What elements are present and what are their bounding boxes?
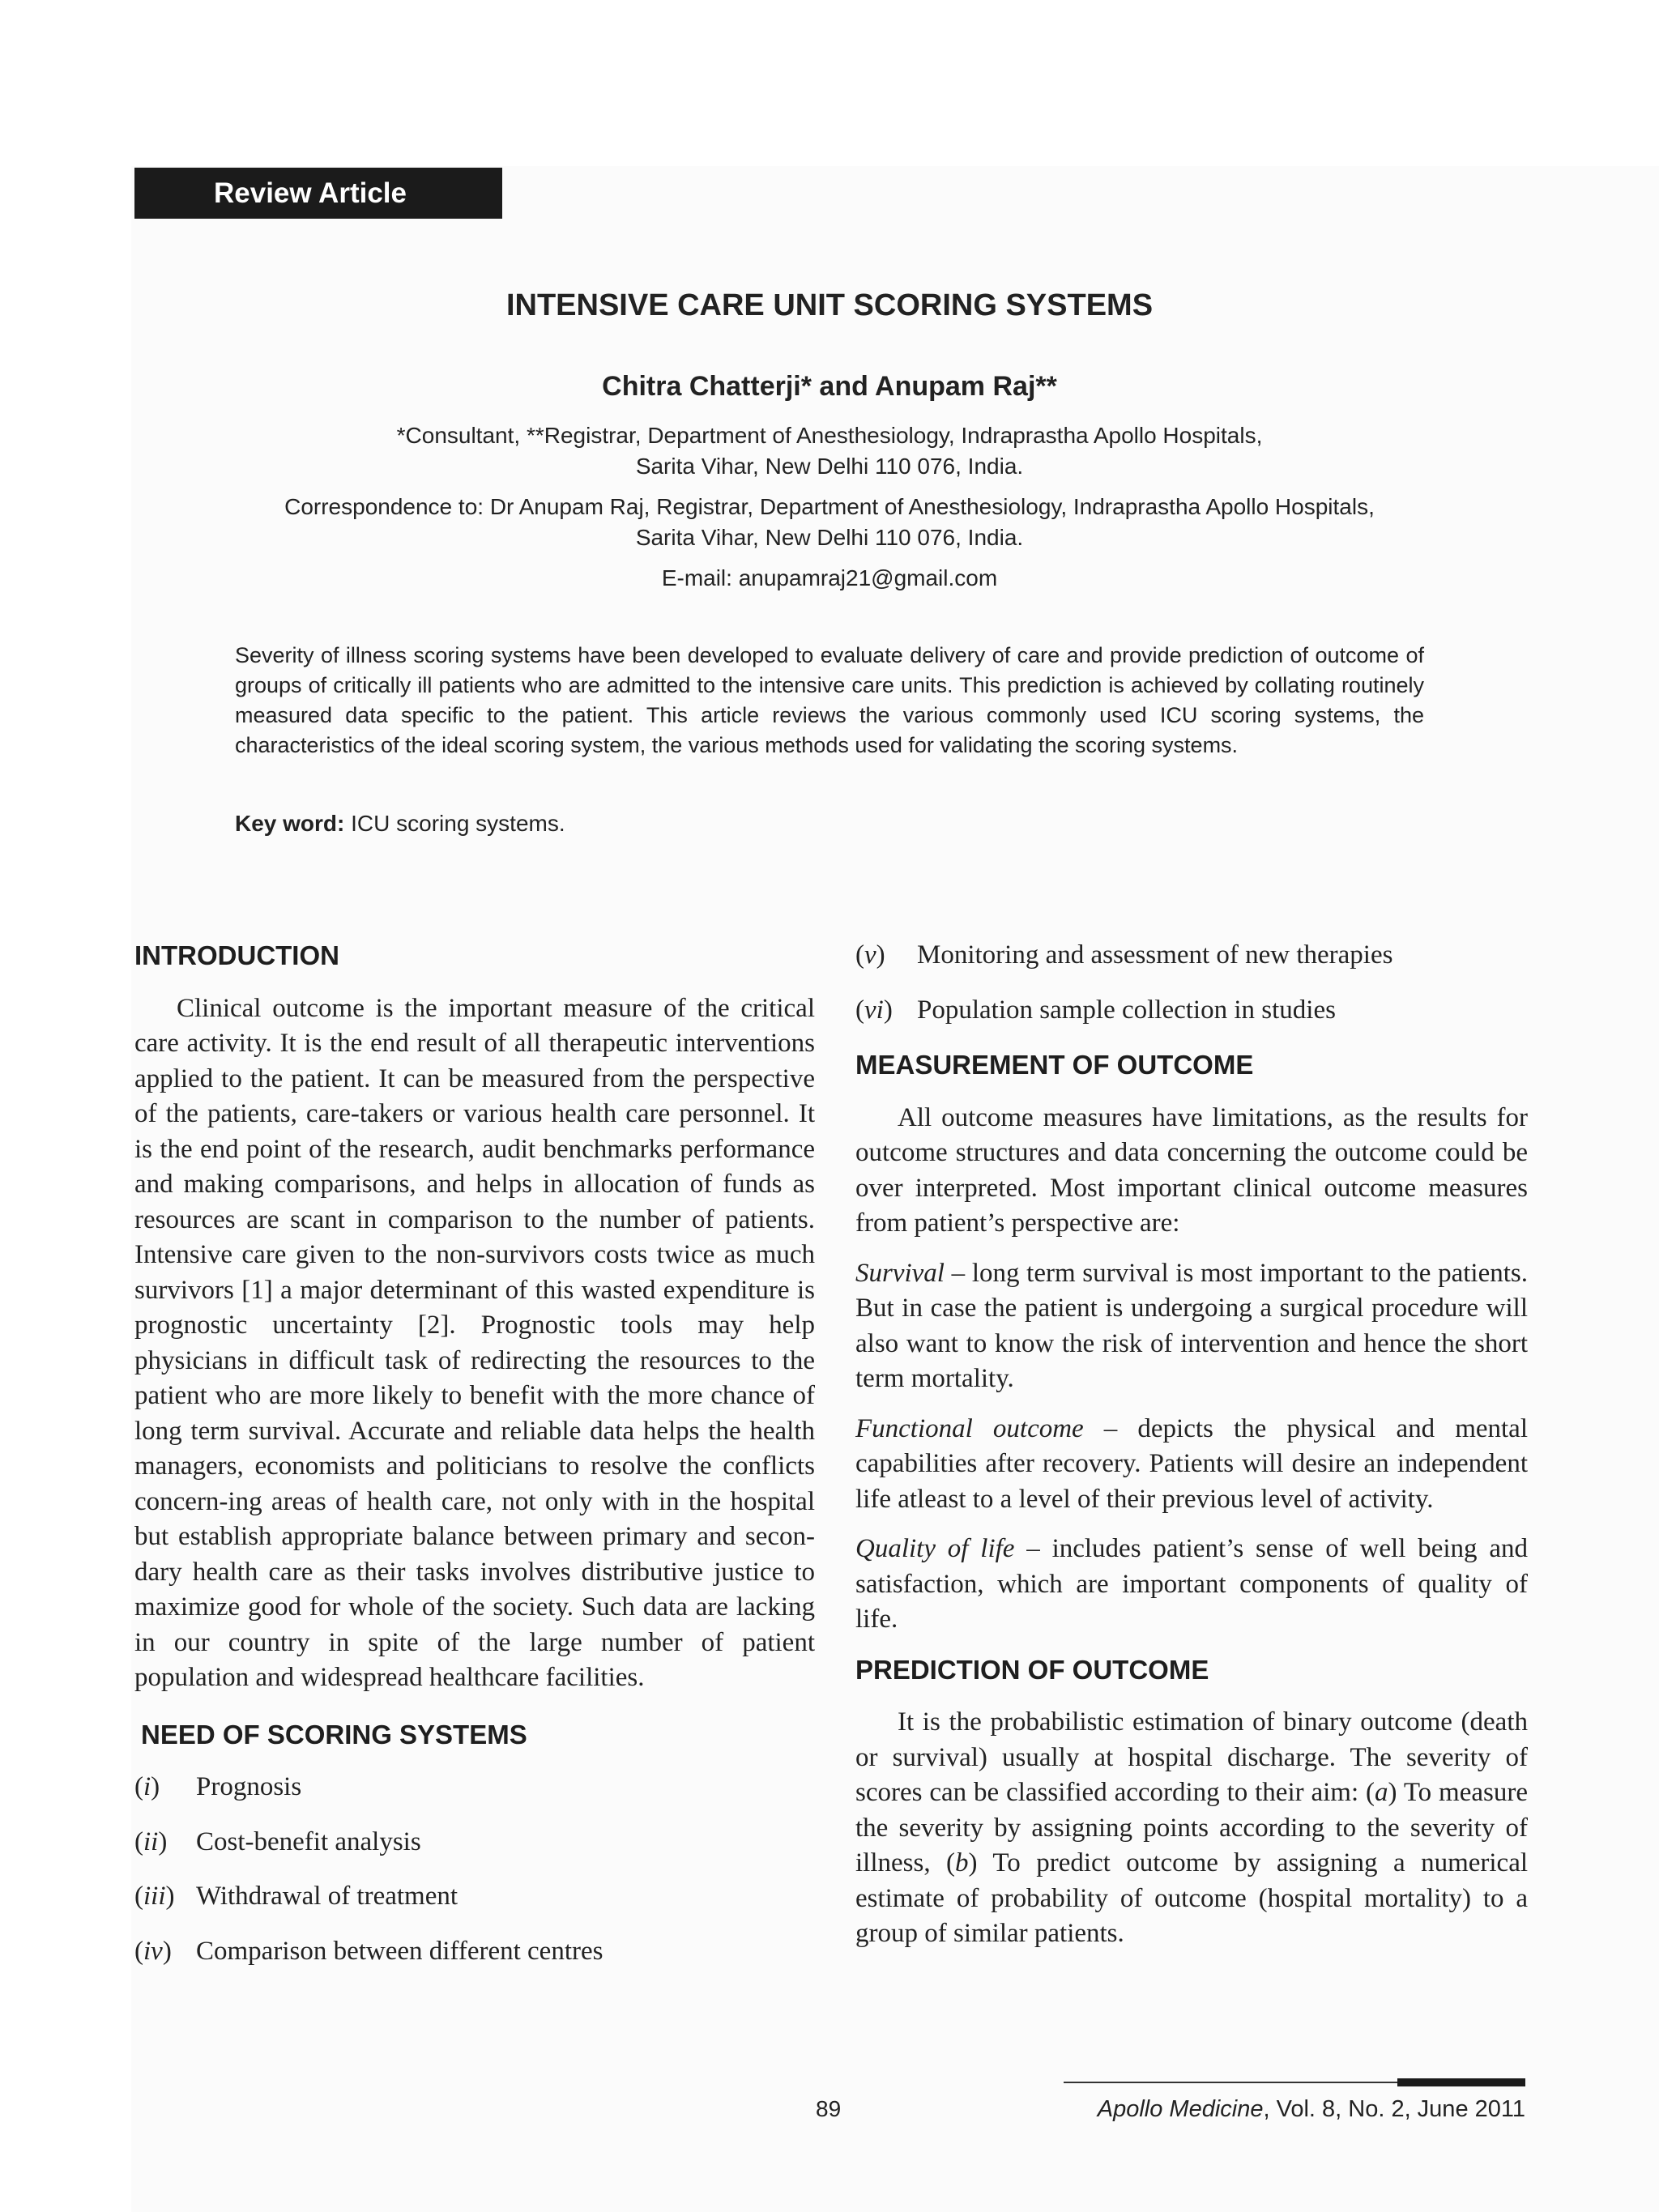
page-number: 89 [816,2096,842,2121]
affiliation-line-2: Sarita Vihar, New Delhi 110 076, India. [635,454,1024,479]
article-authors: Chitra Chatterji* and Anupam Raj** [602,371,1057,402]
functional-outcome-paragraph: Functional outcome – depicts the physical and mental capabilities after recovery. Patients will desire an independent life atleast to a level of their previous level of activity. [855,1413,1528,1514]
abstract: Severity of illness scoring systems have been developed to evaluate delivery of care and provide prediction of outcome of groups of critically ill patients who are admitted to the intensive care units. This prediction is achieved by collating routinely measured data specific to the patient. This article reviews the various commonly used ICU scoring systems, the characteristics of the ideal scoring system, the various methods used for validating the scoring systems. [235,643,1424,757]
article-type-badge: Review Article [134,168,502,219]
keywords [235,811,565,837]
list-item: (iii) Withdrawal of treatment [134,1882,458,1911]
correspondence-line-1: Correspondence to: Dr Anupam Raj, Registrar, Department of Anesthesiology, Indraprastha Apollo Hospitals, [284,494,1375,519]
article-title: INTENSIVE CARE UNIT SCORING SYSTEMS [505,288,1154,322]
survival-paragraph: Survival – long term survival is most important to the patients. But in case the patient is undergoing a surgical procedure will also want to know the risk of intervention and hence the short term mortality. [855,1258,1528,1393]
list-item: (iv) Comparison between different centres [134,1936,603,1966]
quality-of-life-term: Quality of life [855,1534,1015,1563]
measurement-paragraph: All outcome measures have limitations, as the results for outcome structures and data concerning the outcome could be over interpreted. Most important clinical outcome measures from patient’s perspective are: [855,1102,1528,1238]
journal-name: Apollo Medicine [1097,2096,1264,2122]
quality-of-life-paragraph: Quality of life – includes patient’s sense of well being and satisfaction, which are important components of quality of life. [855,1534,1528,1634]
survival-term: Survival [855,1258,945,1288]
affiliation-line-1: *Consultant, **Registrar, Department of Anesthesiology, Indraprastha Apollo Hospitals, [396,423,1263,448]
need-list-part-1 [134,1770,815,1969]
journal-citation: Apollo Medicine, Vol. 8, No. 2, June 2011 [1097,2096,1525,2122]
keyword-label: Key word: [235,811,345,836]
keyword-value: ICU scoring systems. [344,811,565,836]
introduction-heading: INTRODUCTION [134,940,339,970]
email-line[interactable]: E-mail: anupamraj21@gmail.com [661,565,998,590]
right-column [855,938,1528,1952]
list-item: (ii) Cost-benefit analysis [134,1826,421,1856]
list-item: (vi) Population sample collection in studies [855,995,1336,1025]
list-item: (v) Monitoring and assessment of new therapies [855,940,1393,970]
measurement-heading: MEASUREMENT OF OUTCOME [855,1050,1254,1080]
need-heading: NEED OF SCORING SYSTEMS [141,1719,527,1750]
need-list-part-2 [855,938,1528,1028]
prediction-heading: PREDICTION OF OUTCOME [855,1654,1209,1685]
prediction-paragraph: It is the probabilistic estimation of binary outcome (death or survival) usually at hospital discharge. The severity of scores can be classified according to their aim: (a) To measure the severity by assigning points according to the severity of illness, (b) To predict outcome by assigning a numerical estimate of probability of outcome (hospital mortality) to a group of similar patients. [855,1707,1529,1948]
left-column [134,938,815,1988]
footer-bar [1397,2078,1525,2086]
introduction-paragraph: Clinical outcome is the important measure of the critical care activity. It is the end result of all therapeutic interventions applied to the patient. It can be measured from the perspective of the patients, care-takers or various health care personnel. It is the end point of the research, audit benchmarks performance and making comparisons, and helps in allocation of funds as resources are scant in comparison to the number of patients. Intensive care given to the non-survivors costs twice as much survivors [1] a major determinant of this wasted expenditure is prognostic uncertainty [2]. Prognostic tools may help physicians in difficult task of redirecting the resources to the patient who are more likely to benefit with the more chance of long term survival. Accurate and reliable data helps the health managers, economists and politicians to resolve the conflicts concern-ing areas of health care, not only with in the hospital but establish appropriate balance between primary and secon-dary health care as their tasks involves distributive justice to maximize good for whole of the society. Such data are lacking in our country in spite of the large number of patient population and widespread healthcare facilities. [134,993,815,1692]
functional-outcome-term: Functional outcome [855,1413,1084,1443]
list-item: (i) Prognosis [134,1772,302,1801]
correspondence-line-2: Sarita Vihar, New Delhi 110 076, India. [635,525,1024,550]
